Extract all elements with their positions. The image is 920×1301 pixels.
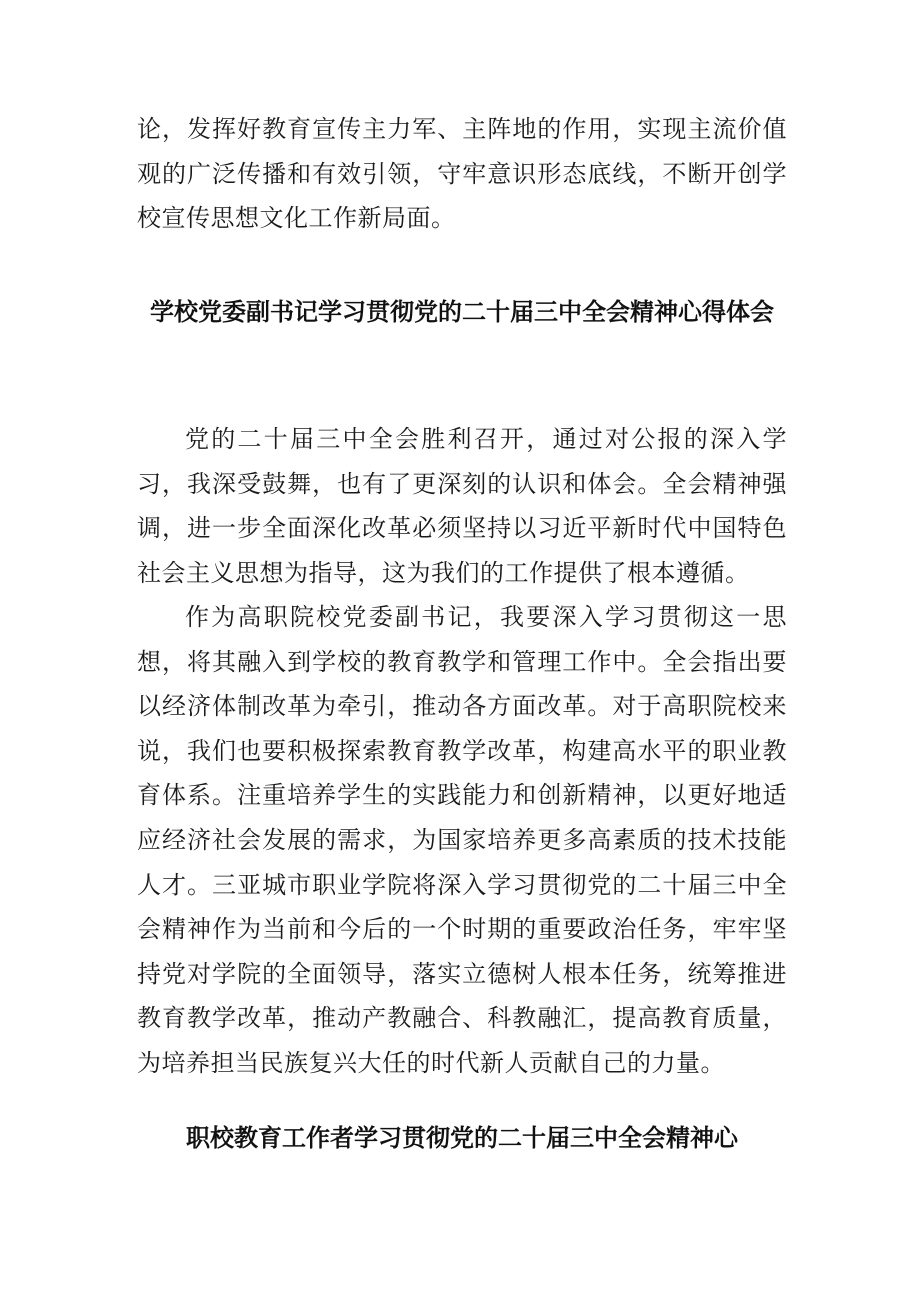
- section-title-deputy-secretary: 学校党委副书记学习贯彻党的二十届三中全会精神心得体会: [150, 298, 774, 326]
- section1-paragraph-1: 党的二十届三中全会胜利召开，通过对公报的深入学习，我深受鼓舞，也有了更深刻的认识和体会。全会精神强调，进一步全面深化改革必须坚持以习近平新时代中国特色社会主义思想为指导，这为我们的工作提供了根本遵循。: [137, 425, 787, 587]
- continuation-paragraph: 论，发挥好教育宣传主力军、主阵地的作用，实现主流价值观的广泛传播和有效引领，守牢意识形态底线，不断开创学校宣传思想文化工作新局面。: [137, 115, 787, 233]
- section-title-vocational-educator: 职校教育工作者学习贯彻党的二十届三中全会精神心: [186, 1124, 738, 1152]
- section1-paragraph-2: 作为高职院校党委副书记，我要深入学习贯彻这一思想，将其融入到学校的教育教学和管理工作中。全会指出要以经济体制改革为牵引，推动各方面改革。对于高职院校来说，我们也要积极探索教育教学改革，构建高水平的职业教育体系。注重培养学生的实践能力和创新精神，以更好地适应经济社会发展的需求，为国家培养更多高素质的技术技能人才。三亚城市职业学院将深入学习贯彻党的二十届三中全会精神作为当前和今后的一个时期的重要政治任务，牢牢坚持党对学院的全面领导，落实立德树人根本任务，统筹推进教育教学改革，推动产教融合、科教融汇，提高教育质量，为培养担当民族复兴大任的时代新人贡献自己的力量。: [137, 603, 787, 1077]
